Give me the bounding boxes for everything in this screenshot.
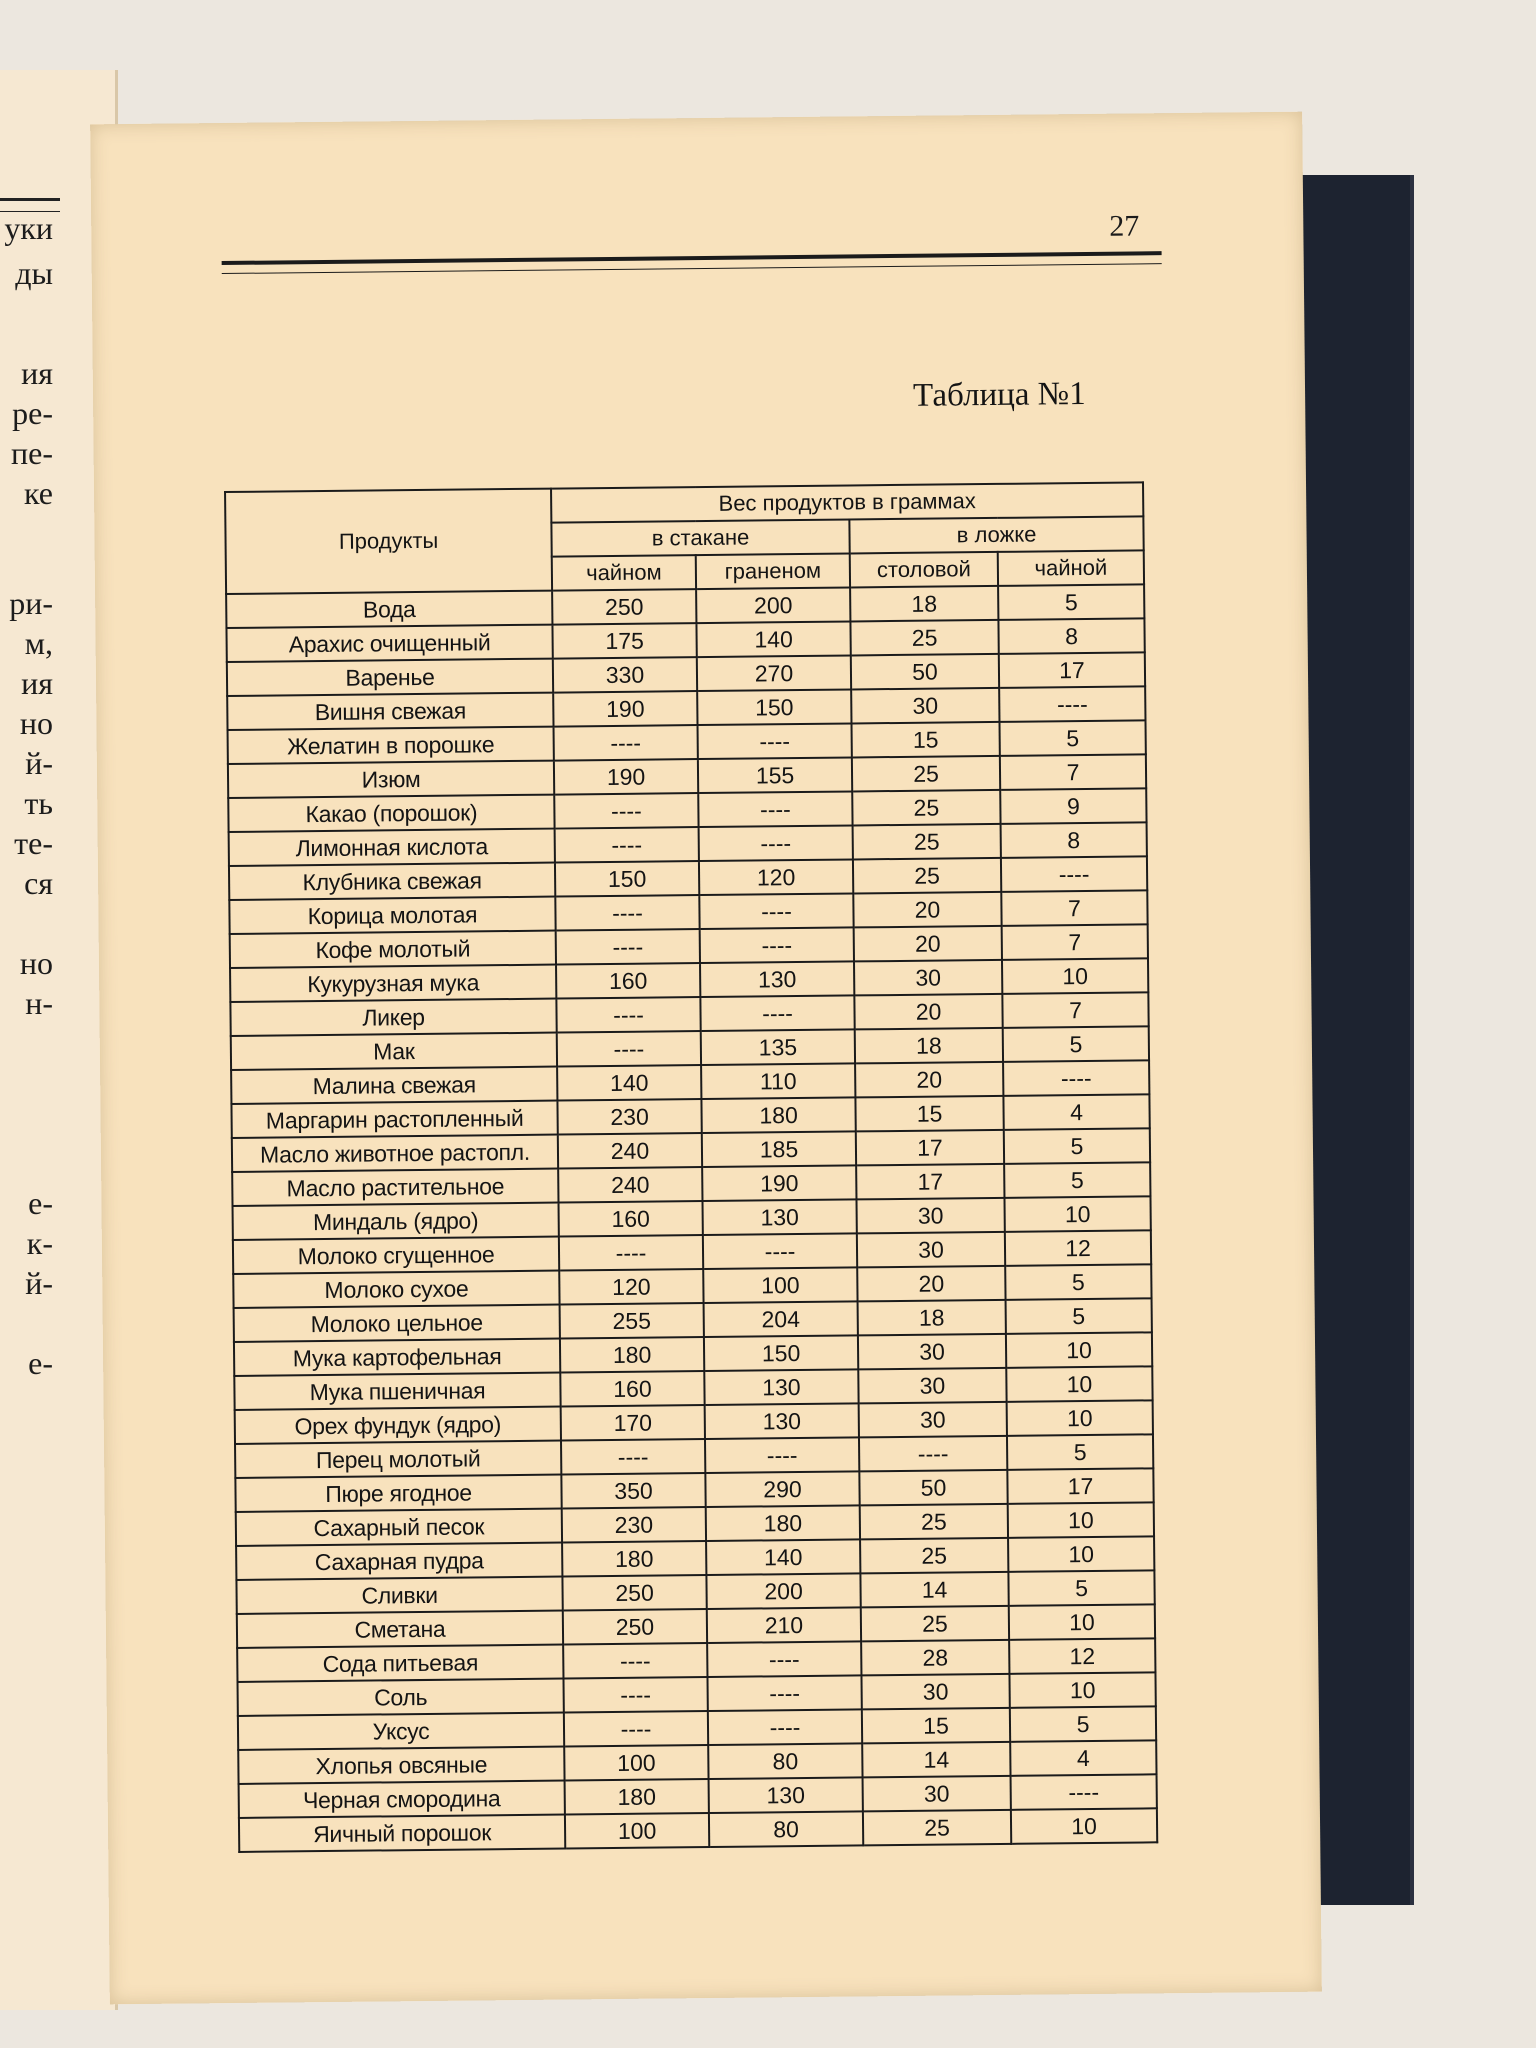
product-name-cell: Уксус — [238, 1713, 564, 1750]
glass-faceted-cell: 150 — [704, 1335, 858, 1371]
glass-faceted-cell: 120 — [699, 859, 853, 895]
spoon-tea-cell: 5 — [1003, 1026, 1149, 1062]
glass-tea-cell: 230 — [562, 1507, 706, 1543]
product-name-cell: Изюм — [228, 761, 554, 798]
left-page-fragment: ри- — [9, 585, 53, 621]
table-body — [226, 584, 1157, 1852]
spoon-table-cell: 20 — [854, 926, 1002, 962]
glass-tea-cell: ---- — [555, 895, 699, 931]
spoon-table-cell: 18 — [858, 1300, 1006, 1336]
product-name-cell: Мука картофельная — [234, 1339, 560, 1376]
left-page-fragment: е- — [28, 1345, 53, 1381]
spoon-tea-cell: 10 — [1006, 1332, 1152, 1368]
spoon-table-cell: 30 — [851, 688, 999, 724]
spoon-table-cell: 25 — [853, 858, 1001, 894]
spoon-table-cell: 14 — [862, 1742, 1010, 1778]
spoon-table-cell: ---- — [859, 1436, 1007, 1472]
glass-faceted-cell: 140 — [696, 621, 850, 657]
glass-faceted-cell: 190 — [702, 1165, 856, 1201]
product-name-cell: Сода питьевая — [237, 1645, 563, 1682]
glass-faceted-cell: ---- — [699, 825, 853, 861]
glass-faceted-cell: ---- — [700, 995, 854, 1031]
spoon-table-cell: 25 — [861, 1606, 1009, 1642]
glass-faceted-cell: 200 — [706, 1573, 860, 1609]
glass-tea-cell: 160 — [556, 963, 700, 999]
spoon-table-cell: 25 — [850, 620, 998, 656]
glass-faceted-cell: 130 — [702, 1199, 856, 1235]
product-name-cell: Сахарная пудра — [236, 1543, 562, 1580]
glass-faceted-cell: 80 — [708, 1743, 862, 1779]
book-page — [90, 112, 1322, 2005]
glass-faceted-cell: ---- — [707, 1675, 861, 1711]
spoon-tea-cell: 5 — [1010, 1706, 1156, 1742]
glass-tea-cell: ---- — [559, 1235, 703, 1271]
glass-tea-cell: ---- — [554, 793, 698, 829]
glass-faceted-cell: 150 — [697, 689, 851, 725]
glass-tea-cell: 330 — [553, 657, 697, 693]
product-name-cell: Ликер — [230, 999, 556, 1036]
spoon-table-cell: 25 — [852, 756, 1000, 792]
spoon-tea-cell: 5 — [999, 720, 1145, 756]
spoon-tea-cell: 10 — [1011, 1808, 1157, 1844]
glass-faceted-cell: 130 — [709, 1777, 863, 1813]
product-name-cell: Клубника свежая — [229, 863, 555, 900]
spoon-table-cell: 25 — [852, 790, 1000, 826]
glass-faceted-cell: ---- — [698, 791, 852, 827]
product-name-cell: Молоко цельное — [234, 1305, 560, 1342]
product-name-cell: Малина свежая — [231, 1067, 557, 1104]
left-page-fragment: ре- — [12, 395, 53, 431]
product-name-cell: Кофе молотый — [230, 931, 556, 968]
header-spoon-tea: чайной — [998, 550, 1144, 586]
product-name-cell: Черная смородина — [239, 1781, 565, 1818]
left-page-fragment: й- — [25, 745, 53, 781]
header-weight-group: Вес продуктов в граммах — [551, 482, 1143, 522]
spoon-tea-cell: 10 — [1006, 1366, 1152, 1402]
spoon-table-cell: 30 — [857, 1232, 1005, 1268]
glass-faceted-cell: ---- — [705, 1437, 859, 1473]
glass-tea-cell: ---- — [557, 1031, 701, 1067]
spoon-tea-cell: 17 — [999, 652, 1145, 688]
spoon-tea-cell: 10 — [1002, 958, 1148, 994]
glass-tea-cell: ---- — [554, 725, 698, 761]
spoon-table-cell: 25 — [860, 1504, 1008, 1540]
spoon-tea-cell: 8 — [1001, 822, 1147, 858]
left-page-fragment: уки — [4, 210, 53, 246]
spoon-tea-cell: 10 — [1007, 1400, 1153, 1436]
glass-tea-cell: ---- — [563, 1643, 707, 1679]
glass-faceted-cell: 204 — [704, 1301, 858, 1337]
spoon-table-cell: 20 — [853, 892, 1001, 928]
product-name-cell: Сахарный песок — [236, 1509, 562, 1546]
glass-tea-cell: 170 — [561, 1405, 705, 1441]
glass-tea-cell: ---- — [556, 929, 700, 965]
left-page-fragment: ке — [24, 475, 53, 511]
spoon-table-cell: 20 — [857, 1266, 1005, 1302]
glass-faceted-cell: 130 — [704, 1369, 858, 1405]
spoon-table-cell: 20 — [854, 994, 1002, 1030]
spoon-table-cell: 14 — [860, 1572, 1008, 1608]
spoon-table-cell: 15 — [855, 1096, 1003, 1132]
table-title: Таблица №1 — [912, 375, 1086, 414]
spoon-tea-cell: 10 — [1009, 1604, 1155, 1640]
product-name-cell: Вода — [226, 591, 552, 628]
spoon-tea-cell: 5 — [1005, 1264, 1151, 1300]
glass-tea-cell: ---- — [564, 1711, 708, 1747]
glass-faceted-cell: ---- — [699, 893, 853, 929]
glass-tea-cell: 180 — [562, 1541, 706, 1577]
spoon-tea-cell: 5 — [1008, 1570, 1154, 1606]
glass-faceted-cell: 140 — [706, 1539, 860, 1575]
glass-tea-cell: 250 — [563, 1609, 707, 1645]
product-name-cell: Молоко сухое — [233, 1271, 559, 1308]
glass-faceted-cell: ---- — [700, 927, 854, 963]
spoon-tea-cell: 10 — [1008, 1536, 1154, 1572]
spoon-tea-cell: 5 — [998, 584, 1144, 620]
spoon-tea-cell: 10 — [1009, 1672, 1155, 1708]
glass-tea-cell: 160 — [560, 1371, 704, 1407]
product-name-cell: Мак — [231, 1033, 557, 1070]
spoon-tea-cell: 4 — [1010, 1740, 1156, 1776]
product-name-cell: Вишня свежая — [227, 693, 553, 730]
glass-faceted-cell: ---- — [703, 1233, 857, 1269]
product-name-cell: Корица молотая — [229, 897, 555, 934]
spoon-tea-cell: 5 — [1004, 1128, 1150, 1164]
product-name-cell: Сметана — [237, 1611, 563, 1648]
left-page-fragment: к- — [26, 1225, 53, 1261]
glass-tea-cell: 240 — [558, 1133, 702, 1169]
glass-faceted-cell: 80 — [709, 1811, 863, 1847]
spoon-tea-cell: 7 — [1000, 754, 1146, 790]
spoon-tea-cell: 7 — [1002, 924, 1148, 960]
left-page-fragment: ть — [24, 785, 53, 821]
glass-tea-cell: 190 — [553, 691, 697, 727]
product-name-cell: Кукурузная мука — [230, 965, 556, 1002]
glass-faceted-cell: 270 — [697, 655, 851, 691]
glass-tea-cell: 180 — [565, 1779, 709, 1815]
glass-faceted-cell: 130 — [700, 961, 854, 997]
left-page-fragment: ся — [24, 865, 53, 901]
header-glass-faceted: граненом — [696, 553, 850, 589]
product-name-cell: Мука пшеничная — [234, 1373, 560, 1410]
product-name-cell: Хлопья овсяные — [238, 1747, 564, 1784]
product-name-cell: Молоко сгущенное — [233, 1237, 559, 1274]
glass-faceted-cell: 110 — [701, 1063, 855, 1099]
glass-faceted-cell: 185 — [702, 1131, 856, 1167]
spoon-tea-cell: 5 — [1007, 1434, 1153, 1470]
left-page-fragment: ды — [15, 255, 53, 291]
glass-faceted-cell: 130 — [705, 1403, 859, 1439]
product-name-cell: Варенье — [227, 659, 553, 696]
glass-tea-cell: 250 — [552, 589, 696, 625]
spoon-tea-cell: 7 — [1001, 890, 1147, 926]
product-name-cell: Сливки — [236, 1577, 562, 1614]
product-name-cell: Масло растительное — [232, 1169, 558, 1206]
glass-tea-cell: 150 — [555, 861, 699, 897]
spoon-table-cell: 25 — [860, 1538, 1008, 1574]
product-name-cell: Желатин в порошке — [228, 727, 554, 764]
glass-faceted-cell: 155 — [698, 757, 852, 793]
glass-tea-cell: ---- — [563, 1677, 707, 1713]
spoon-table-cell: 28 — [861, 1640, 1009, 1676]
header-products: Продукты — [225, 489, 552, 594]
spoon-tea-cell: 8 — [998, 618, 1144, 654]
spoon-table-cell: 25 — [853, 824, 1001, 860]
glass-tea-cell: 175 — [552, 623, 696, 659]
spoon-tea-cell: 10 — [1004, 1196, 1150, 1232]
glass-tea-cell: ---- — [556, 997, 700, 1033]
glass-tea-cell: 140 — [557, 1065, 701, 1101]
spoon-table-cell: 18 — [850, 586, 998, 622]
spoon-table-cell: 17 — [856, 1130, 1004, 1166]
spoon-tea-cell: 4 — [1003, 1094, 1149, 1130]
left-page-fragment: но — [19, 705, 53, 741]
spoon-table-cell: 30 — [863, 1776, 1011, 1812]
glass-tea-cell: 240 — [558, 1167, 702, 1203]
left-page-fragment: но — [19, 945, 53, 981]
glass-faceted-cell: 100 — [703, 1267, 857, 1303]
spoon-tea-cell: ---- — [999, 686, 1145, 722]
left-page-fragment: е- — [28, 1185, 53, 1221]
spoon-tea-cell: 17 — [1007, 1468, 1153, 1504]
page-number: 27 — [1109, 209, 1140, 243]
spoon-table-cell: 30 — [858, 1368, 1006, 1404]
left-page-fragment: пе- — [11, 435, 53, 471]
glass-faceted-cell: 200 — [696, 587, 850, 623]
product-name-cell: Какао (порошок) — [228, 795, 554, 832]
glass-faceted-cell: ---- — [698, 723, 852, 759]
header-spoon-table: столовой — [850, 552, 998, 588]
glass-tea-cell: 350 — [561, 1473, 705, 1509]
spoon-tea-cell: 7 — [1002, 992, 1148, 1028]
glass-tea-cell: 250 — [562, 1575, 706, 1611]
header-rule — [222, 251, 1162, 274]
glass-faceted-cell: 135 — [701, 1029, 855, 1065]
left-page-fragment: ия — [21, 665, 53, 701]
glass-tea-cell: 255 — [560, 1303, 704, 1339]
spoon-table-cell: 30 — [861, 1674, 1009, 1710]
glass-faceted-cell: 290 — [705, 1471, 859, 1507]
spoon-table-cell: 30 — [859, 1402, 1007, 1438]
spoon-tea-cell: ---- — [1011, 1774, 1157, 1810]
spoon-table-cell: 15 — [862, 1708, 1010, 1744]
product-name-cell: Пюре ягодное — [235, 1475, 561, 1512]
product-name-cell: Маргарин растопленный — [231, 1101, 557, 1138]
spoon-table-cell: 30 — [858, 1334, 1006, 1370]
glass-tea-cell: 100 — [564, 1745, 708, 1781]
left-page-fragment: й- — [25, 1265, 53, 1301]
spoon-tea-cell: 12 — [1005, 1230, 1151, 1266]
spoon-table-cell: 18 — [855, 1028, 1003, 1064]
spoon-table-cell: 30 — [854, 960, 1002, 996]
product-name-cell: Перец молотый — [235, 1441, 561, 1478]
header-spoon-group: в ложке — [849, 516, 1143, 553]
spoon-table-cell: 17 — [856, 1164, 1004, 1200]
glass-faceted-cell: ---- — [708, 1709, 862, 1745]
glass-tea-cell: 100 — [565, 1813, 709, 1849]
glass-tea-cell: 190 — [554, 759, 698, 795]
glass-tea-cell: 180 — [560, 1337, 704, 1373]
spoon-table-cell: 15 — [852, 722, 1000, 758]
header-glass-tea: чайном — [552, 555, 696, 591]
glass-tea-cell: ---- — [561, 1439, 705, 1475]
product-name-cell: Масло животное растопл. — [232, 1135, 558, 1172]
glass-faceted-cell: 180 — [701, 1097, 855, 1133]
glass-tea-cell: ---- — [555, 827, 699, 863]
spoon-table-cell: 30 — [856, 1198, 1004, 1234]
spoon-table-cell: 50 — [851, 654, 999, 690]
glass-faceted-cell: 210 — [707, 1607, 861, 1643]
left-page-fragment: н- — [25, 985, 53, 1021]
spoon-table-cell: 25 — [863, 1810, 1011, 1846]
product-name-cell: Орех фундук (ядро) — [235, 1407, 561, 1444]
left-page-fragment: ия — [21, 355, 53, 391]
left-page-fragment: м, — [24, 625, 53, 661]
header-glass-group: в стакане — [551, 519, 849, 556]
product-name-cell: Миндаль (ядро) — [233, 1203, 559, 1240]
spoon-tea-cell: 9 — [1000, 788, 1146, 824]
spoon-tea-cell: 5 — [1004, 1162, 1150, 1198]
spoon-table-cell: 20 — [855, 1062, 1003, 1098]
product-name-cell: Яичный порошок — [239, 1815, 565, 1852]
glass-faceted-cell: ---- — [707, 1641, 861, 1677]
spoon-tea-cell: 12 — [1009, 1638, 1155, 1674]
spoon-tea-cell: 10 — [1008, 1502, 1154, 1538]
spoon-tea-cell: ---- — [1003, 1060, 1149, 1096]
product-name-cell: Арахис очищенный — [226, 625, 552, 662]
left-page-fragment: те- — [14, 825, 53, 861]
glass-tea-cell: 230 — [557, 1099, 701, 1135]
product-weight-table — [224, 481, 1158, 1853]
glass-tea-cell: 120 — [559, 1269, 703, 1305]
spoon-tea-cell: ---- — [1001, 856, 1147, 892]
spoon-table-cell: 50 — [859, 1470, 1007, 1506]
spoon-tea-cell: 5 — [1006, 1298, 1152, 1334]
product-name-cell: Лимонная кислота — [229, 829, 555, 866]
glass-faceted-cell: 180 — [706, 1505, 860, 1541]
product-name-cell: Соль — [238, 1679, 564, 1716]
glass-tea-cell: 160 — [559, 1201, 703, 1237]
